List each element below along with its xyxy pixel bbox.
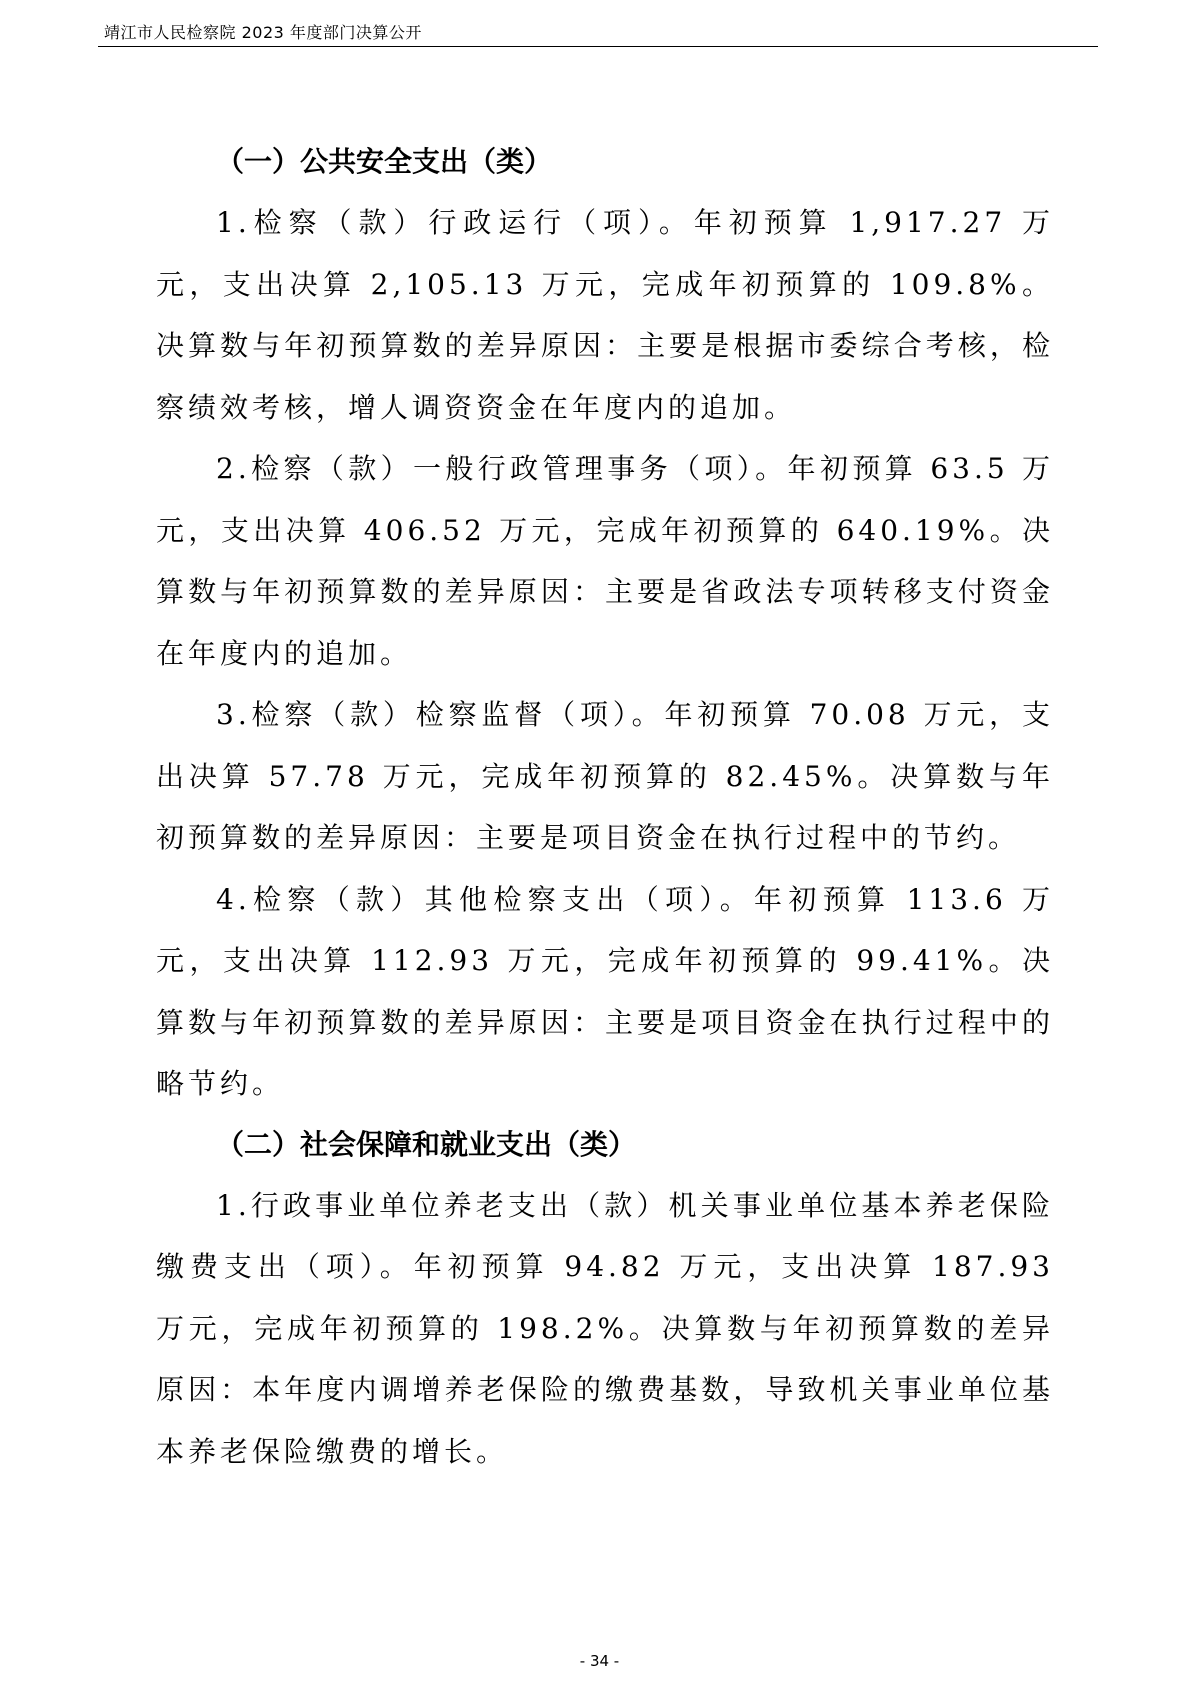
section-public-security — [156, 132, 1054, 1115]
section-heading: （一）公共安全支出（类） — [216, 145, 553, 178]
page-header-title: 靖江市人民检察院 2023 年度部门决算公开 — [104, 23, 422, 42]
document-body — [156, 132, 1054, 1482]
section-social-security — [156, 1115, 1054, 1483]
section-heading: （二）社会保障和就业支出（类） — [216, 1127, 637, 1161]
paragraph-item-1: 1.行政事业单位养老支出（款）机关事业单位基本养老保险缴费支出（项）。年初预算 94.82 万元，支出决算 187.93 万元，完成年初预算的 198.2%。决算数与年初预算数的差异原因：本年度内调增养老保险的缴费基数，导致机关事业单位基本养老保险缴费的增长。 — [156, 1188, 1054, 1468]
paragraph-item-4: 4.检察（款）其他检察支出（项）。年初预算 113.6 万元，支出决算 112.93 万元，完成年初预算的 99.41%。决算数与年初预算数的差异原因：主要是项目资金在执行过程中的略节约。 — [156, 882, 1054, 1100]
header-divider — [98, 46, 1098, 47]
paragraph-item-2: 2.检察（款）一般行政管理事务（项）。年初预算 63.5 万元，支出决算 406.52 万元，完成年初预算的 640.19%。决算数与年初预算数的差异原因：主要是省政法专项转移支付资金在年度内的追加。 — [156, 452, 1054, 670]
page-number: - 34 - — [579, 1652, 620, 1670]
paragraph-item-1: 1.检察（款）行政运行（项）。年初预算 1,917.27 万元，支出决算 2,105.13 万元，完成年初预算的 109.8%。决算数与年初预算数的差异原因：主要是根据市委综合考核，检察绩效考核，增人调资资金在年度内的追加。 — [156, 206, 1054, 424]
paragraph-item-3: 3.检察（款）检察监督（项）。年初预算 70.08 万元，支出决算 57.78 万元，完成年初预算的 82.45%。决算数与年初预算数的差异原因：主要是项目资金在执行过程中的节约。 — [156, 698, 1054, 854]
